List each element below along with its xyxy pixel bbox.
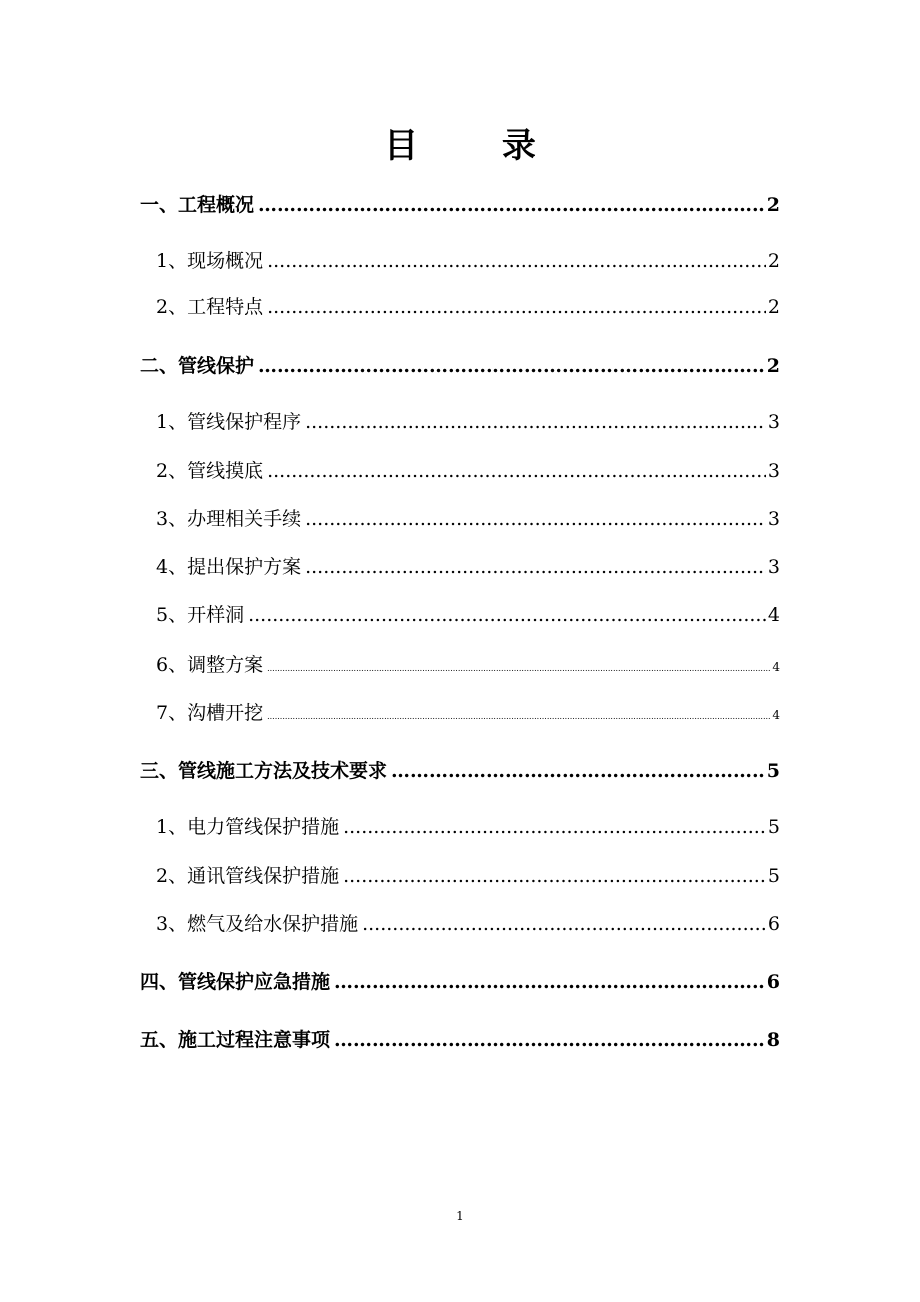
toc-leader-dots	[334, 1025, 765, 1055]
toc-page-number: 5	[767, 865, 780, 887]
toc-leader-dots	[362, 909, 766, 939]
toc-entry-text: 二、管线保护	[140, 355, 255, 377]
toc-entry-2-5[interactable]	[156, 600, 780, 630]
toc-entry-1-1[interactable]	[156, 246, 780, 276]
toc-page-number: 4	[767, 604, 780, 626]
toc-entry-2-2[interactable]	[156, 456, 780, 486]
toc-entry-text: 1、现场概况	[156, 250, 264, 272]
toc-entry-text: 3、办理相关手续	[156, 508, 302, 530]
toc-entry-text: 2、工程特点	[156, 296, 264, 318]
toc-entry-section-1[interactable]	[140, 190, 780, 220]
toc-page-number: 2	[767, 296, 780, 318]
toc-entry-text: 2、管线摸底	[156, 460, 264, 482]
toc-leader-dots	[258, 190, 765, 220]
toc-page-number: 3	[767, 508, 780, 530]
toc-entry-text: 1、电力管线保护措施	[156, 816, 340, 838]
toc-page-number: 2	[766, 194, 780, 216]
toc-page-number: 3	[767, 556, 780, 578]
toc-entry-text: 4、提出保护方案	[156, 556, 302, 578]
toc-page-number: 2	[766, 355, 780, 377]
toc-leader-dots	[267, 246, 766, 276]
toc-page-number: 5	[766, 760, 780, 782]
toc-entry-2-1[interactable]	[156, 407, 780, 437]
toc-page-number: 3	[767, 411, 780, 433]
toc-entry-text: 四、管线保护应急措施	[140, 971, 331, 993]
toc-leader-dots	[267, 654, 770, 684]
toc-entry-text: 3、燃气及给水保护措施	[156, 913, 359, 935]
toc-entry-section-2[interactable]	[140, 351, 780, 381]
toc-leader-dots	[343, 812, 766, 842]
toc-entry-3-1[interactable]	[156, 812, 780, 842]
toc-leader-dots	[248, 600, 766, 630]
toc-leader-dots	[267, 456, 766, 486]
toc-entry-2-3[interactable]	[156, 504, 780, 534]
toc-entry-3-3[interactable]	[156, 909, 780, 939]
toc-entry-text: 一、工程概况	[140, 194, 255, 216]
toc-page-number: 5	[767, 816, 780, 838]
toc-leader-dots	[305, 504, 766, 534]
toc-page-number: 4	[772, 660, 780, 674]
toc-entry-text: 7、沟槽开挖	[156, 702, 264, 724]
toc-entry-section-5[interactable]	[140, 1025, 780, 1055]
toc-entry-2-7[interactable]	[156, 698, 780, 728]
toc-leader-dots	[343, 861, 766, 891]
toc-entry-2-6[interactable]	[156, 650, 780, 680]
toc-leader-dots	[334, 967, 765, 997]
toc-leader-dots	[305, 407, 766, 437]
toc-leader-dots	[267, 702, 770, 732]
toc-page-number: 3	[767, 460, 780, 482]
toc-page-number: 6	[766, 971, 780, 993]
toc-leader-dots	[267, 292, 766, 322]
toc-leader-dots	[391, 756, 765, 786]
toc-entry-text: 2、通讯管线保护措施	[156, 865, 340, 887]
toc-leader-dots	[305, 552, 766, 582]
toc-entry-2-4[interactable]	[156, 552, 780, 582]
toc-page-number: 6	[767, 913, 780, 935]
page-number-footer: 1	[456, 1209, 464, 1223]
toc-page-number: 4	[772, 708, 780, 722]
toc-leader-dots	[258, 351, 765, 381]
toc-entry-text: 5、开样洞	[156, 604, 245, 626]
toc-entry-text: 三、管线施工方法及技术要求	[140, 760, 388, 782]
toc-entry-1-2[interactable]	[156, 292, 780, 322]
toc-entry-section-3[interactable]	[140, 756, 780, 786]
toc-page-number: 2	[767, 250, 780, 272]
toc-entry-text: 五、施工过程注意事项	[140, 1029, 331, 1051]
toc-entry-section-4[interactable]	[140, 967, 780, 997]
toc-entry-3-2[interactable]	[156, 861, 780, 891]
toc-entry-text: 1、管线保护程序	[156, 411, 302, 433]
page-title: 目 录	[384, 126, 572, 166]
toc-entry-text: 6、调整方案	[156, 654, 264, 676]
toc-page-number: 8	[766, 1029, 780, 1051]
